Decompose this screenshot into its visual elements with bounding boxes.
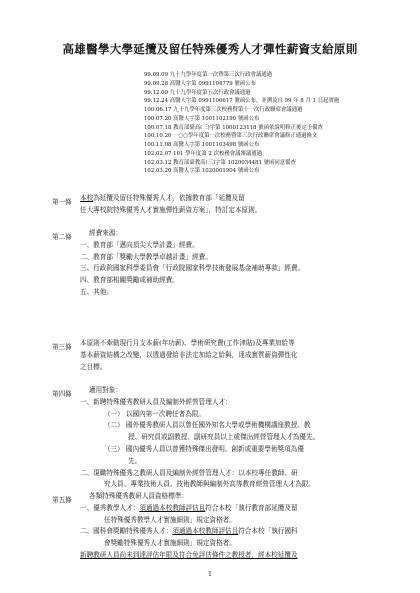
article-line: 先。 (128, 456, 142, 465)
article-line: 經費來源： (89, 229, 122, 237)
article-line: （二） 國外優秀教研人員以曾任國外知名大學或學術機構講座教授、教 (104, 421, 311, 430)
article-line: 三、行政院國家科學委員會「行政院國家科學技術發展基金補助專款」經費。 (80, 264, 305, 273)
history-line: 100.11.08 高醫人字第 1001103498 號函公布 (144, 142, 260, 148)
article-line: 究人員、專業技術人員、技術教師與編制外高等教育經營管理人才為限。 (104, 480, 315, 489)
article-line: 一、優秀教學人才：須通過本校教師評估且符合本校「執行教育部延攬及留 (80, 503, 298, 512)
article-line: 五、其他。 (80, 287, 113, 296)
history-line: 99.09.28 高醫人字第 0991104779 號函公布 (144, 80, 256, 87)
history-line: 100.07.18 教育部臺高(三)字第 1000123118 號函依說明修正後定予備查 (144, 124, 323, 131)
article-2-body (80, 228, 398, 299)
article-line: 四、教育部相關獎勵或補助經費。 (80, 276, 179, 285)
article-4-body (80, 385, 398, 491)
article-line: 任特殊優秀教學人才實施細則」規定資格者。 (104, 515, 236, 524)
article-line: 適用對象： (89, 386, 122, 394)
history-line: 100.10.20 一○○學年度第一次校務暨第三次行政聯席會議修正通過條文 (144, 133, 318, 140)
history-line: 100.07.20 高醫人字第 1001102190 號函公布 (144, 115, 260, 122)
article-line: 二、教育部「獎勵大學教學卓越計畫」經費。 (80, 252, 212, 261)
article-line: 之目標。 (80, 362, 107, 371)
article-line: （一） 以國內第一次聘任者為限。 (104, 409, 206, 418)
article-5-label: 第五條 (52, 496, 72, 504)
article-line: （三） 國內優秀人員以曾獲特殊傑出發明、創新或重要學術獎項為優 (104, 444, 304, 453)
article-line: 任大專校院特殊優秀人才實施彈性薪資方案」，特訂定本原則。 (80, 205, 262, 214)
document-title: 高雄醫學大學延攬及留任特殊優秀人才彈性薪資支給原則 (62, 42, 358, 56)
article-line: 各類特殊優秀教研人員資格標準： (89, 492, 188, 500)
article-1-body (80, 193, 398, 217)
article-4-label: 第四條 (52, 390, 72, 398)
history-line: 99.09.09 九十九學年度第一次暨第三次行政會議通過 (144, 72, 273, 78)
history-line: 99.12.24 高醫人字第 0991106617 號函公布，並溯及自 99 年 8 月 1 日起實施 (144, 98, 340, 105)
teacher-eval-link[interactable]: 須通過本校教師評估且 (172, 527, 239, 536)
article-line: 本校為延攬及留任特殊優秀人才，依據教育部「延攬及留 (80, 194, 245, 202)
history-line: 102.03.20 高醫人字第 1020001904 號函公布 (144, 168, 260, 175)
history-line: 99.12.09 九十九學年度第五次行政會議通過 (144, 89, 251, 96)
article-1-label: 第一條 (52, 198, 72, 206)
revision-history (144, 71, 414, 176)
article-line: 新聘教研人員尚未到達評估年限及符合免評估條件之教授者，經本校延攬及 (80, 550, 298, 559)
history-line: 100.06.17 九十九學年度第三次校務暨第十一次行政聯席會議通過 (144, 107, 303, 113)
article-line: 本原則不牽動現行月支本薪(年功薪)、學術研究費(工作津貼)及專業加給等 (80, 339, 295, 347)
article-line: 授、研究員或副教授、副研究員以上或傑出經營管理人才為優先。 (128, 433, 320, 442)
page-number: 1 (208, 571, 212, 578)
article-line: 二、現職特殊優秀之教研人員及編制外經營管理人才：以本校專任教師、研 (80, 468, 298, 477)
article-line: 會獎勵特殊優秀人才實施細則」規定資格者。 (104, 539, 236, 548)
article-line: 二、國科會獎勵特殊優秀人才：須通過本校教師評估且符合本校「執行國科 (80, 527, 298, 536)
history-line: 102.02.07 101 學年度第 2 次校務會議審議通過 (144, 150, 263, 157)
article-2-label: 第二條 (52, 233, 72, 241)
history-line: 102.03.12 教育部臺教高(三)字第 1020034481 號函同意備查 (144, 159, 296, 166)
article-3-body (80, 338, 398, 373)
teacher-eval-link[interactable]: 須通過本校教師評估且 (139, 503, 206, 512)
article-line: 一、新聘特殊優秀教研人員及編制外經營管理人才： (80, 397, 232, 406)
article-line: 基本薪資結構之改變，以透過發給非法定加給之給與，達成實質薪資彈性化 (80, 350, 298, 359)
article-line: 一、教育部「邁向頂尖大學計畫」經費。 (80, 240, 199, 249)
article-3-label: 第三條 (52, 343, 72, 351)
school-link[interactable]: 本校 (80, 194, 94, 202)
article-5-body (80, 491, 398, 562)
